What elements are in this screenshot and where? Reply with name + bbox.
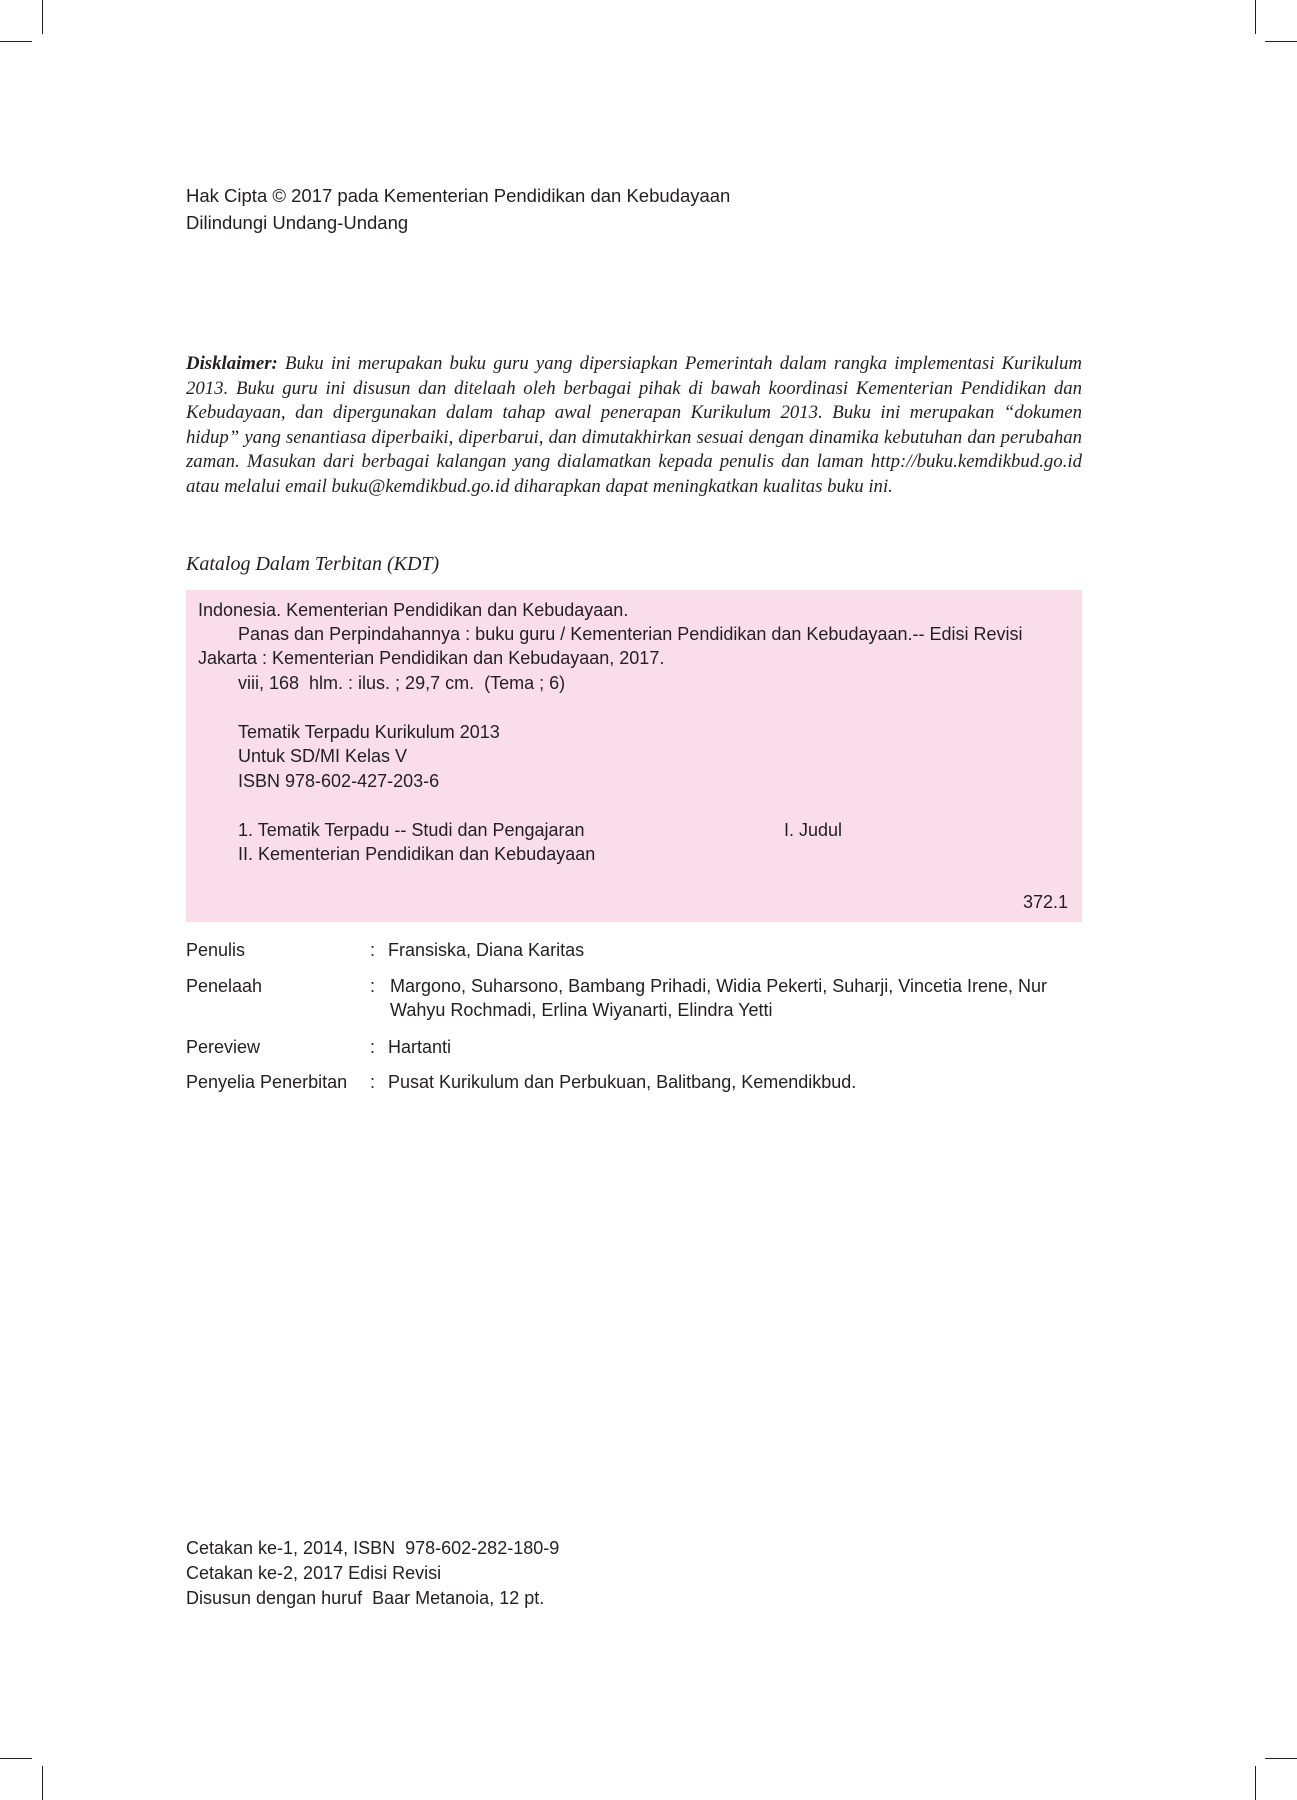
kdt-physical: viii, 168 hlm. : ilus. ; 29,7 cm. (Tema ; 6): [238, 673, 566, 693]
credit-separator: :: [370, 975, 376, 996]
disclaimer-paragraph: [186, 352, 1082, 500]
credit-value: Margono, Suharsono, Bambang Prihadi, Widia Pekerti, Suharji, Vincetia Irene, Nur Wahyu Rochmadi, Erlina Wiyanarti, Elindra Yetti: [390, 975, 1048, 1020]
crop-mark-bottom-right-h: [1265, 1758, 1297, 1759]
credit-row: [186, 938, 1086, 963]
kdt-publication: Jakarta : Kementerian Pendidikan dan Kebudayaan, 2017.: [198, 648, 665, 668]
printing-line: Cetakan ke-1, 2014, ISBN 978-602-282-180-9: [186, 1538, 560, 1558]
copyright-block: [186, 182, 730, 236]
kdt-title-entry: Panas dan Perpindahannya : buku guru / Kementerian Pendidikan dan Kebudayaan.-- Edisi Revisi: [238, 624, 1023, 644]
credit-role: Penulis: [186, 940, 246, 960]
crop-mark-bottom-left-v: [42, 1766, 43, 1800]
credit-separator: :: [370, 1036, 376, 1057]
kdt-subject-1: 1. Tematik Terpadu -- Studi dan Pengajaran: [238, 820, 585, 840]
credit-row: [186, 974, 1086, 1023]
kdt-subject-1-right: I. Judul: [784, 820, 843, 840]
kdt-title: Katalog Dalam Terbitan (KDT): [186, 553, 440, 575]
credits-list: [186, 938, 1086, 1095]
disclaimer-label: Disklaimer:: [186, 353, 278, 374]
kdt-isbn: ISBN 978-602-427-203-6: [238, 771, 440, 791]
crop-mark-bottom-right-v: [1255, 1766, 1256, 1800]
kdt-note: Tematik Terpadu Kurikulum 2013: [238, 722, 500, 742]
credit-row: [186, 1070, 1086, 1095]
credit-role: Penyelia Penerbitan: [186, 1072, 348, 1092]
kdt-classification: 372.1: [1022, 892, 1068, 912]
credit-role: Pereview: [186, 1036, 261, 1057]
printing-line: Cetakan ke-2, 2017 Edisi Revisi: [186, 1563, 442, 1583]
crop-mark-top-right-v: [1255, 0, 1256, 34]
credit-role: Penelaah: [186, 975, 263, 996]
credit-separator: :: [370, 1072, 376, 1092]
kdt-subject-2: II. Kementerian Pendidikan dan Kebudayaan: [238, 844, 596, 864]
copyright-line: Hak Cipta © 2017 pada Kementerian Pendidikan dan Kebudayaan: [186, 185, 731, 206]
protection-line: Dilindungi Undang-Undang: [186, 212, 409, 233]
disclaimer-text: Buku ini merupakan buku guru yang dipersiapkan Pemerintah dalam rangka implementasi Kurikulum 2013. Buku guru ini disusun dan ditelaah oleh berbagai pihak di bawah koordinasi Kementerian Pendidikan dan Kebudayaan, dan dipergunakan dalam tahap awal penerapan Kurikulum 2013. Buku ini merupakan “dokumen hidup” yang senantiasa diperbaiki, diperbarui, dan dimutakhirkan sesuai dengan dinamika kebutuhan dan perubahan zaman. Masukan dari berbagai kalangan yang dialamatkan kepada penulis dan laman http://buku.kemdikbud.go.id atau melalui email buku@kemdikbud.go.id diharapkan dapat meningkatkan kualitas buku ini.: [186, 353, 1082, 497]
kdt-catalog-box: [186, 590, 1082, 922]
credit-separator: :: [370, 940, 376, 960]
printing-info: [186, 1536, 559, 1611]
crop-mark-bottom-left-h: [0, 1758, 32, 1759]
credit-value: Pusat Kurikulum dan Perbukuan, Balitbang, Kemendikbud.: [388, 1072, 857, 1092]
crop-mark-top-right-h: [1265, 41, 1297, 42]
kdt-note: Untuk SD/MI Kelas V: [238, 746, 408, 766]
crop-mark-top-left-v: [42, 0, 43, 34]
kdt-author-entry: Indonesia. Kementerian Pendidikan dan Kebudayaan.: [198, 600, 629, 620]
crop-mark-top-left-h: [0, 41, 32, 42]
printing-line: Disusun dengan huruf Baar Metanoia, 12 pt.: [186, 1588, 545, 1608]
credit-row: [186, 1035, 1086, 1060]
credit-value: Hartanti: [388, 1036, 452, 1057]
credit-value: Fransiska, Diana Karitas: [388, 940, 585, 960]
